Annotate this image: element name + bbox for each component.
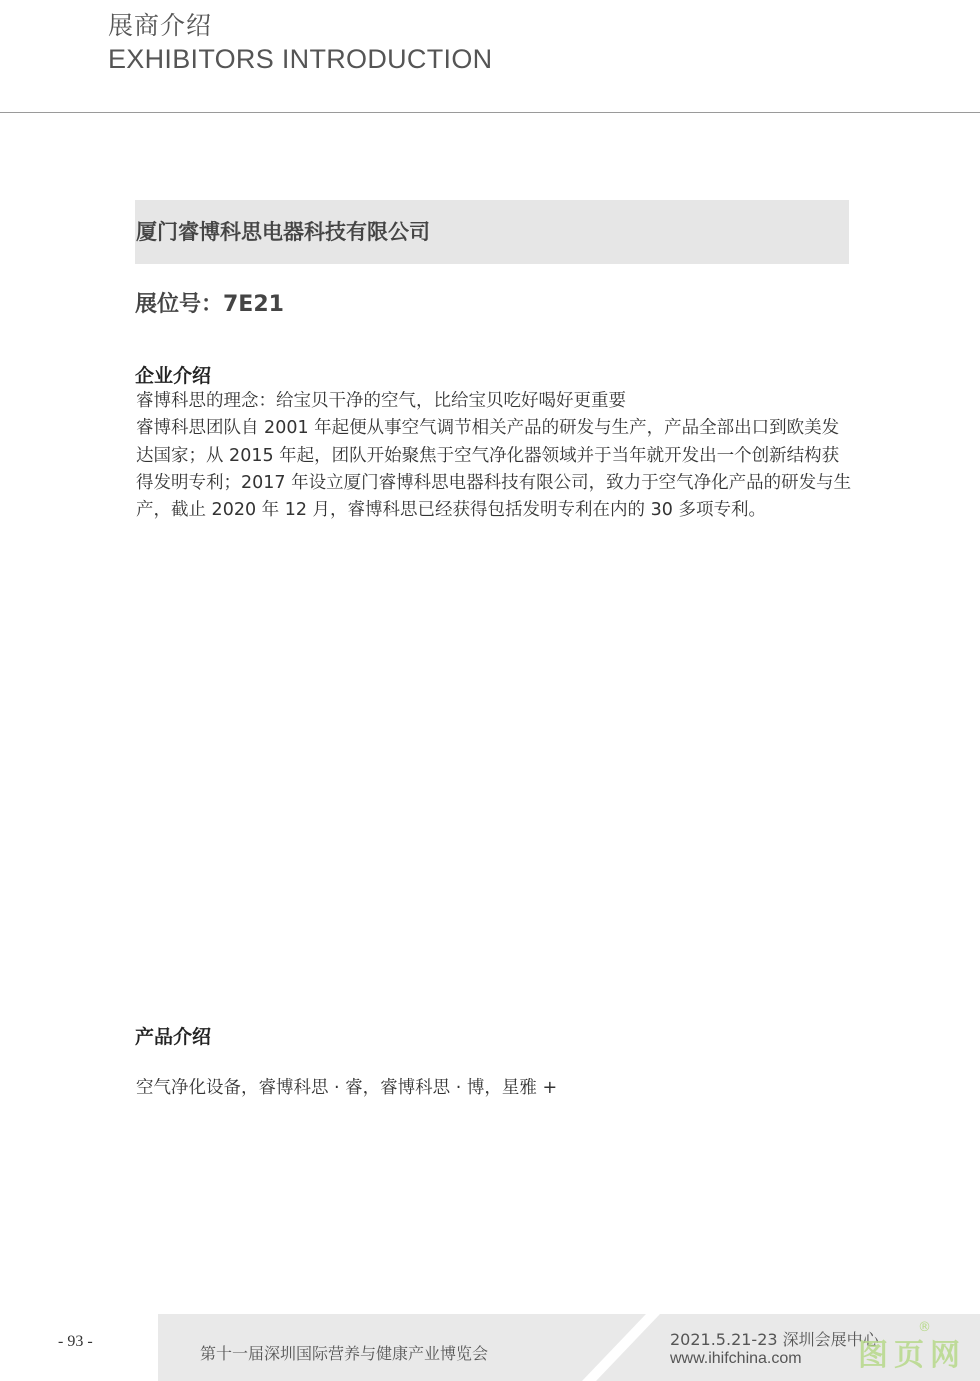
header-title-en: EXHIBITORS INTRODUCTION — [108, 44, 493, 74]
header-title-cn: 展商介绍 — [108, 11, 213, 40]
watermark-registered-mark: ® — [918, 1320, 931, 1335]
products-heading: 产品介绍 — [135, 1026, 212, 1048]
products-text: 空气净化设备，睿博科思 · 睿，睿博科思 · 博，星雅 + — [136, 1078, 558, 1098]
watermark-logo: 图页网 — [858, 1338, 966, 1373]
intro-paragraph: 睿博科思团队自 2001 年起便从事空气调节相关产品的研发与生产，产品全部出口到欧美发达国家；从 2015 年起，团队开始聚焦于空气净化器领域并于当年就开发出一个创新结构获得发明专利；2017 年设立厦门睿博科思电器科技有限公司，致力于空气净化产品的研发与生产，截止 2020 年 12 月，睿博科思已经获得包括发明专利在内的 30 多项专利。 — [136, 418, 852, 521]
footer-date-venue: 2021.5.21-23 深圳会展中心 — [670, 1330, 879, 1349]
booth-number: 展位号：7E21 — [135, 292, 284, 317]
footer-url-link[interactable]: www.ihifchina.com — [670, 1350, 802, 1367]
intro-heading: 企业介绍 — [135, 365, 212, 387]
intro-paragraph: 睿博科思的理念：给宝贝干净的空气，比给宝贝吃好喝好更重要 — [136, 391, 626, 411]
company-name: 厦门睿博科思电器科技有限公司 — [136, 220, 430, 244]
footer-event-name: 第十一届深圳国际营养与健康产业博览会 — [200, 1344, 489, 1363]
page-number: - 93 - — [58, 1333, 93, 1350]
